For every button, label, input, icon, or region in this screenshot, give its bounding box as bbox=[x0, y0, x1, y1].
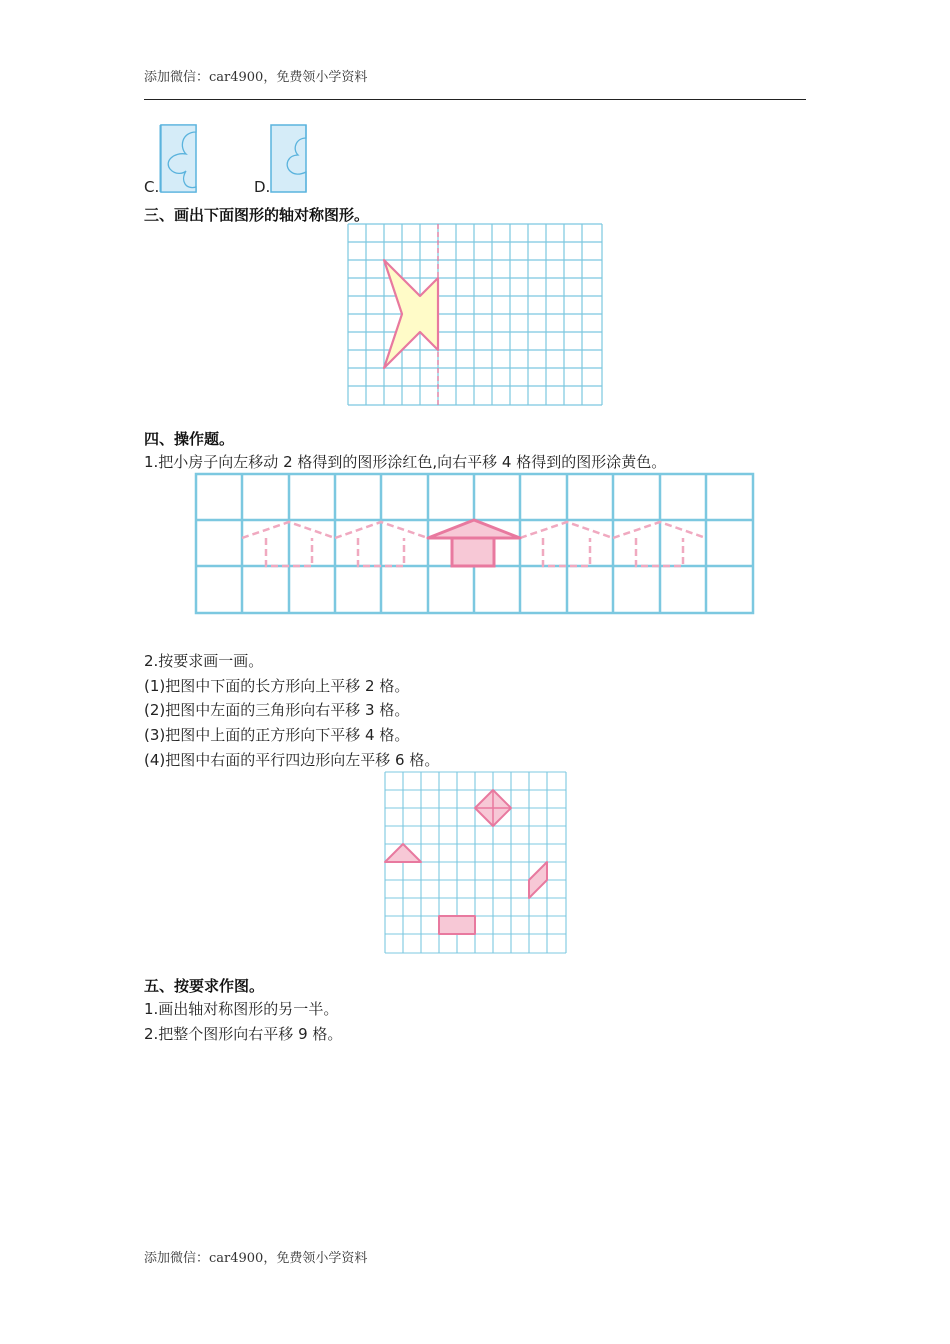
page-footer: 添加微信：car4900，免费领小学资料 bbox=[144, 1251, 368, 1266]
question-2-item-2: (2)把图中左面的三角形向右平移 3 格。 bbox=[144, 701, 410, 719]
question-2-item-1: (1)把图中下面的长方形向上平移 2 格。 bbox=[144, 677, 410, 695]
page-header: 添加微信：car4900，免费领小学资料 bbox=[144, 70, 368, 85]
option-c-figure bbox=[158, 123, 200, 195]
shapes-translation-grid bbox=[384, 771, 568, 955]
house-translation-grid bbox=[194, 472, 755, 615]
section-5-question-2: 2.把整个图形向右平移 9 格。 bbox=[144, 1025, 343, 1043]
question-2-item-3: (3)把图中上面的正方形向下平移 4 格。 bbox=[144, 726, 410, 744]
question-2-item-4: (4)把图中右面的平行四边形向左平移 6 格。 bbox=[144, 751, 440, 769]
section-4-question-2: 2.按要求画一画。 bbox=[144, 652, 264, 670]
option-d-label[interactable]: D. bbox=[254, 178, 271, 196]
section-3-title: 三、画出下面图形的轴对称图形。 bbox=[144, 206, 370, 224]
option-c-label[interactable]: C. bbox=[144, 178, 160, 196]
symmetry-grid bbox=[347, 223, 604, 407]
header-rule bbox=[144, 99, 806, 100]
section-4-question-1: 1.把小房子向左移动 2 格得到的图形涂红色,向右平移 4 格得到的图形涂黄色。 bbox=[144, 453, 667, 471]
section-4-title: 四、操作题。 bbox=[144, 430, 235, 448]
option-d-figure bbox=[268, 123, 310, 195]
section-5-question-1: 1.画出轴对称图形的另一半。 bbox=[144, 1000, 339, 1018]
section-5-title: 五、按要求作图。 bbox=[144, 977, 265, 995]
